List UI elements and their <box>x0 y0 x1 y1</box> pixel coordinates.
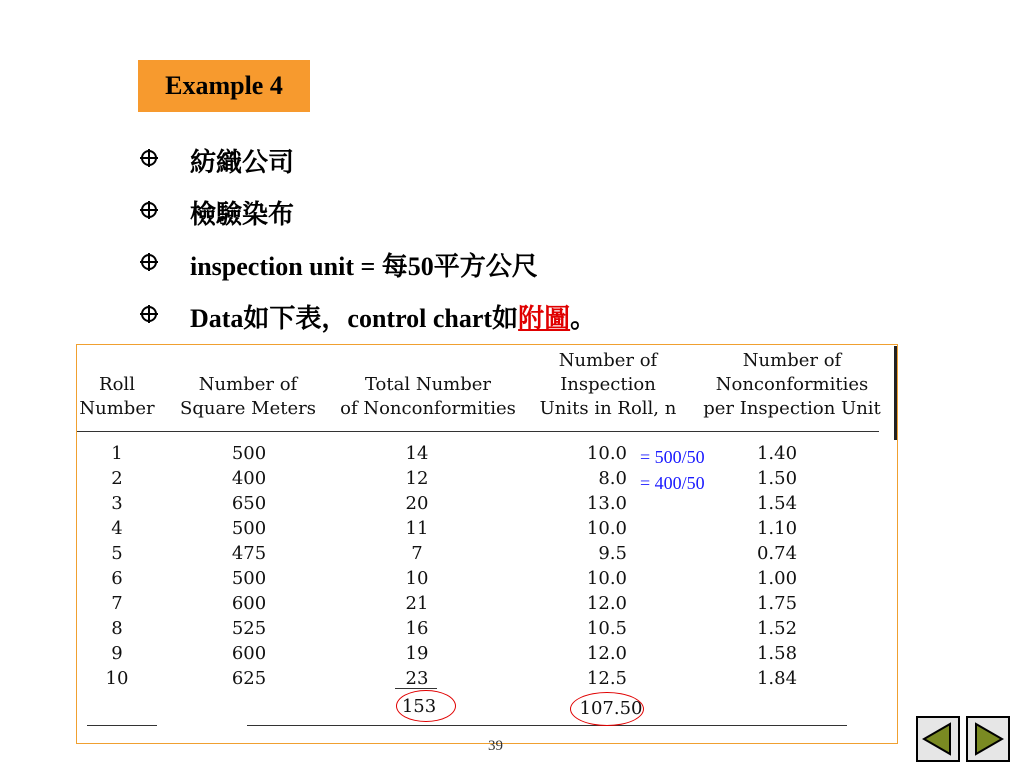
bullet-item <box>138 188 758 232</box>
header-line: Total Number <box>364 374 492 395</box>
table-cell: 1.40 <box>756 443 798 464</box>
header-line: Units in Roll, n <box>539 398 677 419</box>
table-cell: 1.50 <box>756 468 798 489</box>
table-cell: 19 <box>405 643 429 664</box>
table-cell: 7 <box>411 543 423 564</box>
table-cell: 600 <box>231 593 267 614</box>
table-cell: 625 <box>231 668 267 689</box>
highlight-circle-units <box>570 692 644 726</box>
header-inspection-units <box>533 349 683 421</box>
bullet-text: 紡織公司 <box>190 148 295 177</box>
triangle-left-icon <box>918 718 958 760</box>
bullet-text: inspection unit = 每50平方公尺 <box>190 252 538 281</box>
prev-slide-button[interactable] <box>916 716 960 762</box>
annotation-row2: = 400/50 <box>640 473 705 493</box>
table-cell: 1.58 <box>756 643 798 664</box>
table-cell: 20 <box>405 493 429 514</box>
table-cell: 7 <box>111 593 123 614</box>
bullet-item <box>138 292 758 336</box>
header-line: Nonconformities <box>715 374 869 395</box>
header-line: per Inspection Unit <box>703 398 881 419</box>
circle-cross-bullet-icon <box>138 303 160 325</box>
bullet-text-after: 。 <box>570 304 597 333</box>
circle-cross-bullet-icon <box>138 147 160 169</box>
table-cell: 500 <box>231 568 267 589</box>
sum-rule <box>395 688 437 689</box>
circle-cross-bullet-icon <box>138 199 160 221</box>
table-cell: 9.5 <box>598 543 627 564</box>
table-cell: 600 <box>231 643 267 664</box>
table-cell: 12 <box>405 468 429 489</box>
circle-cross-bullet-icon <box>138 251 160 273</box>
header-line: Number of <box>198 374 298 395</box>
slide-title: Example 4 <box>138 60 310 112</box>
table-cell: 1.84 <box>756 668 798 689</box>
table-cell: 10.0 <box>586 518 627 539</box>
next-slide-button[interactable] <box>966 716 1010 762</box>
table-cell: 1.75 <box>756 593 798 614</box>
table-cell: 1.54 <box>756 493 798 514</box>
table-cell: 14 <box>405 443 429 464</box>
data-table-image <box>76 344 898 744</box>
page-number: 39 <box>488 738 503 754</box>
table-cell: 8.0 <box>598 468 627 489</box>
figure-link[interactable]: 附圖 <box>518 304 571 333</box>
table-cell: 475 <box>231 543 267 564</box>
header-line: Inspection <box>560 374 656 395</box>
bullet-text-before: Data如下表，control chart如 <box>190 304 519 333</box>
table-cell: 13.0 <box>586 493 627 514</box>
table-cell: 2 <box>111 468 123 489</box>
table-cell: 10.0 <box>586 443 627 464</box>
table-cell: 400 <box>231 468 267 489</box>
table-cell: 500 <box>231 518 267 539</box>
triangle-right-icon <box>968 718 1008 760</box>
header-line: Number <box>79 398 155 419</box>
table-cell: 500 <box>231 443 267 464</box>
bottom-rule <box>87 725 157 726</box>
bullet-item <box>138 240 758 284</box>
table-cell: 16 <box>405 618 429 639</box>
header-total-nonconformities <box>333 373 523 421</box>
total-inspection-units: 107.50 <box>579 698 643 719</box>
table-cell: 12.0 <box>586 593 627 614</box>
annotation-row1: = 500/50 <box>640 447 705 467</box>
table-cell: 1.10 <box>756 518 798 539</box>
table-cell: 10.5 <box>586 618 627 639</box>
highlight-circle-total <box>396 690 456 722</box>
table-cell: 10 <box>105 668 129 689</box>
table-cell: 12.5 <box>586 668 627 689</box>
bottom-rule <box>247 725 847 726</box>
header-line: of Nonconformities <box>340 398 516 419</box>
table-cell: 1 <box>111 443 123 464</box>
header-square-meters <box>173 373 323 421</box>
scan-edge <box>894 346 897 440</box>
bullet-text: 檢驗染布 <box>190 200 295 229</box>
table-cell: 3 <box>111 493 123 514</box>
table-cell: 525 <box>231 618 267 639</box>
table-cell: 9 <box>111 643 123 664</box>
table-cell: 23 <box>405 668 429 689</box>
table-cell: 6 <box>111 568 123 589</box>
table-cell: 650 <box>231 493 267 514</box>
total-nonconformities: 153 <box>401 696 437 717</box>
header-rule <box>77 431 879 432</box>
header-line: Number of <box>558 350 658 371</box>
table-cell: 1.00 <box>756 568 798 589</box>
table-cell: 10.0 <box>586 568 627 589</box>
table-cell: 8 <box>111 618 123 639</box>
header-line: Number of <box>742 350 842 371</box>
table-cell: 1.52 <box>756 618 798 639</box>
table-cell: 12.0 <box>586 643 627 664</box>
header-line: Roll <box>99 374 135 395</box>
bullet-item <box>138 136 758 180</box>
header-roll <box>77 373 157 421</box>
table-cell: 5 <box>111 543 123 564</box>
header-nonconformities-per-unit <box>697 349 887 421</box>
header-line: Square Meters <box>180 398 316 419</box>
table-cell: 10 <box>405 568 429 589</box>
table-cell: 0.74 <box>756 543 798 564</box>
table-cell: 21 <box>405 593 429 614</box>
table-cell: 4 <box>111 518 123 539</box>
bullet-text <box>190 298 596 335</box>
table-cell: 11 <box>405 518 429 539</box>
